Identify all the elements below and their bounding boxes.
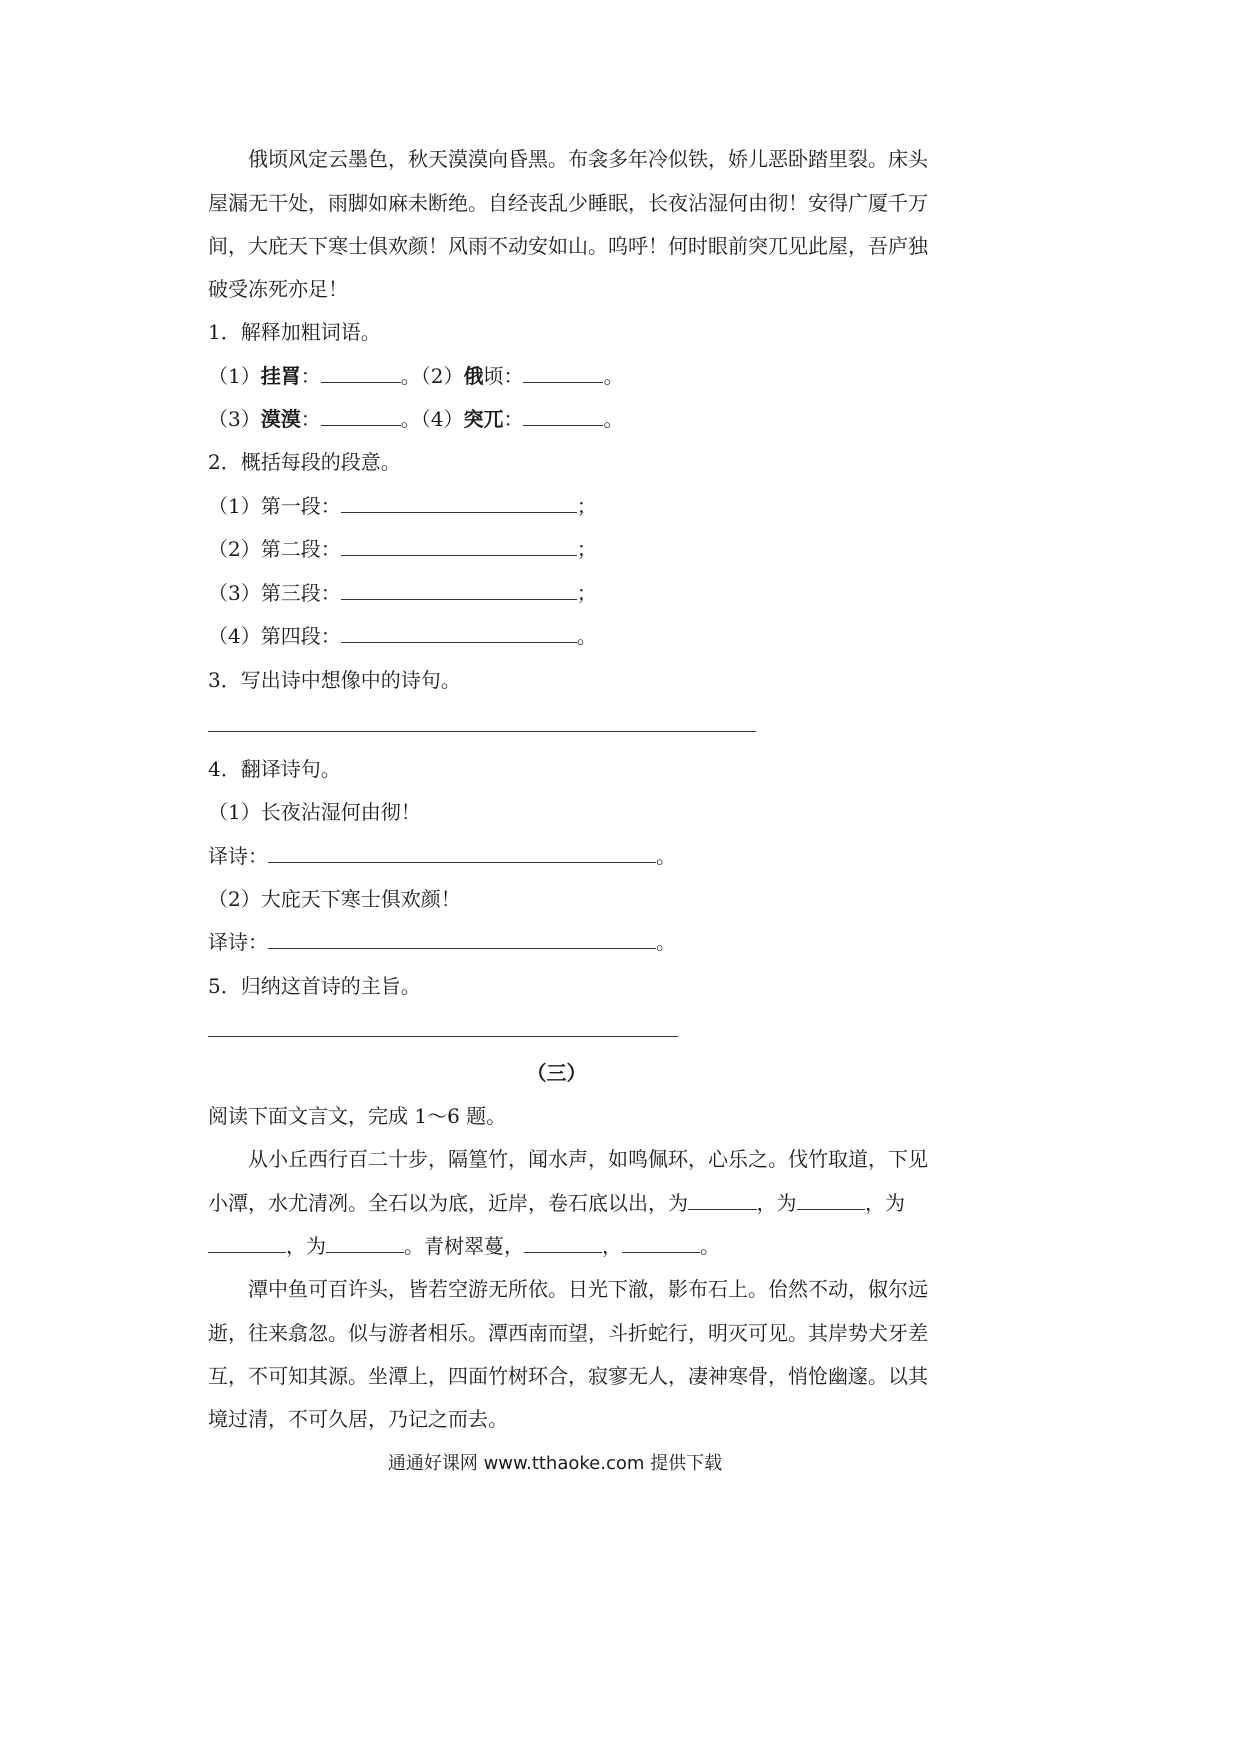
poem-line-1: 俄顷风定云墨色，秋天漠漠向昏黑。布衾多年冷似铁，娇儿恶卧踏里裂。床头: [248, 147, 928, 171]
passage-blank-5[interactable]: [524, 1232, 602, 1253]
q2-answer-blank-4[interactable]: [341, 622, 577, 643]
punct: ；: [576, 494, 597, 518]
passage-p2-line-1: 潭中鱼可百许头，皆若空游无所依。日光下澈，影布石上。佁然不动，俶尔远: [248, 1277, 928, 1301]
colon: ：: [503, 364, 524, 388]
passage-line-1: 从小丘西行百二十步，隔篁竹，闻水声，如鸣佩环，心乐之。伐竹取道，下见: [248, 1147, 928, 1171]
q2-title: 2．概括每段的段意。: [208, 450, 401, 474]
passage-line-2: [208, 1189, 905, 1217]
punct: ；: [576, 581, 597, 605]
colon: ：: [300, 407, 321, 431]
passage-text: ，为: [865, 1191, 905, 1215]
q3-title: 3．写出诗中想像中的诗句。: [208, 668, 461, 692]
q1-item-3-prefix: （3）: [208, 407, 261, 431]
passage-text: 小潭，水尤清冽。全石以为底，近岸，卷石底以出，为: [208, 1191, 688, 1215]
page-footer: 通通好课网 www.tthaoke.com 提供下载: [387, 1453, 723, 1474]
q1-item-2-prefix: （2）: [420, 364, 464, 388]
q2-answer-blank-1[interactable]: [341, 492, 577, 513]
passage-text: 。青树翠蔓，: [404, 1234, 524, 1258]
passage-text: ，为: [286, 1234, 326, 1258]
q2-item-3: [208, 579, 597, 607]
passage-blank-3[interactable]: [208, 1232, 286, 1253]
q5-answer-line[interactable]: [208, 1036, 678, 1037]
q2-item-label: （2）第二段：: [208, 537, 341, 561]
passage-p2-line-2: 逝，往来翕忽。似与游者相乐。潭西南而望，斗折蛇行，明灭可见。其岸势犬牙差: [208, 1321, 928, 1345]
poem-line-4: 破受冻死亦足！: [208, 277, 348, 301]
q1-title: 1．解释加粗词语。: [208, 320, 381, 344]
q2-item-2: [208, 535, 597, 563]
section-heading: （三）: [526, 1061, 587, 1085]
passage-p2-line-3: 互，不可知其源。坐潭上，四面竹树环合，寂寥无人，凄神寒骨，悄怆幽邃。以其: [208, 1364, 928, 1388]
passage-p2-line-4: 境过清，不可久居，乃记之而去。: [208, 1407, 508, 1431]
q3-answer-line[interactable]: [208, 731, 756, 732]
period: 。: [603, 407, 624, 431]
period: 。: [656, 930, 676, 954]
q4-answer-blank-1[interactable]: [268, 842, 656, 863]
q4-title: 4．翻译诗句。: [208, 757, 341, 781]
q4-answer-blank-2[interactable]: [268, 928, 656, 949]
q1-item-4-prefix: （4）: [420, 407, 464, 431]
q1-word-3: 漠漠: [260, 407, 301, 431]
section-instruction: 阅读下面文言文，完成 1～6 题。: [208, 1104, 507, 1128]
passage-text: ，: [602, 1234, 622, 1258]
passage-blank-6[interactable]: [622, 1232, 700, 1253]
passage-blank-4[interactable]: [326, 1232, 404, 1253]
passage-blank-2[interactable]: [797, 1189, 866, 1210]
q1-answer-blank-1[interactable]: [321, 362, 401, 383]
period: 。: [656, 844, 676, 868]
q2-item-1: [208, 492, 597, 520]
q1-answer-blank-2[interactable]: [523, 362, 603, 383]
q1-word-4: 突兀: [463, 407, 504, 431]
colon: ：: [503, 407, 524, 431]
passage-blank-1[interactable]: [688, 1189, 757, 1210]
punct: 。: [576, 624, 597, 648]
translation-label: 译诗：: [208, 930, 268, 954]
q1-row-1: [208, 362, 623, 390]
q4-sentence-1: （1）长夜沾湿何由彻！: [208, 800, 421, 824]
period: 。: [400, 364, 421, 388]
q1-row-2: [208, 405, 623, 433]
q2-item-4: [208, 622, 597, 650]
passage-text: ，为: [756, 1191, 797, 1215]
period: 。: [603, 364, 624, 388]
punct: ；: [576, 537, 597, 561]
q1-word-1: 挂罥: [260, 364, 301, 388]
q4-translation-2: [208, 928, 676, 956]
q1-item-1-prefix: （1）: [208, 364, 261, 388]
q4-translation-1: [208, 842, 676, 870]
q1-word-2: 俄: [463, 364, 484, 388]
q1-answer-blank-3[interactable]: [321, 405, 401, 426]
q2-answer-blank-3[interactable]: [341, 579, 577, 600]
q2-item-label: （3）第三段：: [208, 581, 341, 605]
q5-title: 5．归纳这首诗的主旨。: [208, 974, 421, 998]
poem-line-2: 屋漏无干处，雨脚如麻未断绝。自经丧乱少睡眠，长夜沾湿何由彻！安得广厦千万: [208, 191, 928, 215]
colon: ：: [300, 364, 321, 388]
q2-item-label: （1）第一段：: [208, 494, 341, 518]
q1-answer-blank-4[interactable]: [523, 405, 603, 426]
period: 。: [400, 407, 421, 431]
passage-line-3: [208, 1232, 720, 1260]
translation-label: 译诗：: [208, 844, 268, 868]
q1-word-2-rest: 顷: [483, 364, 504, 388]
q2-item-label: （4）第四段：: [208, 624, 341, 648]
q4-sentence-2: （2）大庇天下寒士俱欢颜！: [208, 887, 461, 911]
poem-line-3: 间，大庇天下寒士俱欢颜！风雨不动安如山。呜呼！何时眼前突兀见此屋，吾庐独: [208, 234, 928, 258]
q2-answer-blank-2[interactable]: [341, 535, 577, 556]
passage-text: 。: [700, 1234, 720, 1258]
